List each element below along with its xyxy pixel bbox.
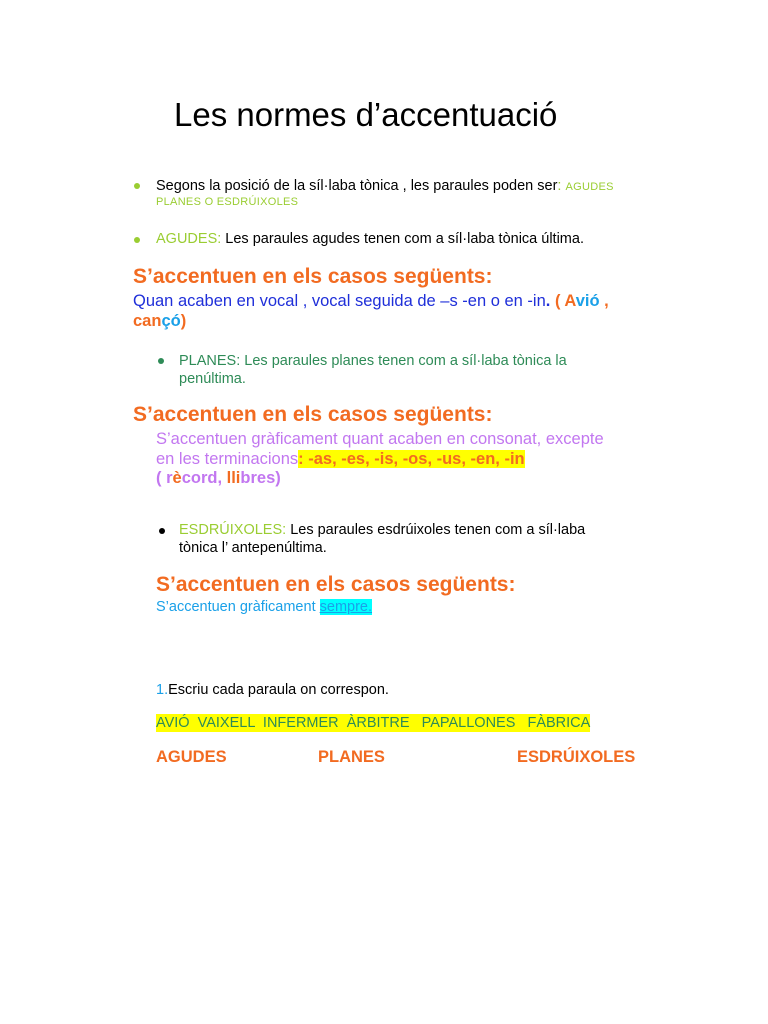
planes-rule-line2 [156, 449, 525, 469]
agudes-rule [133, 291, 609, 311]
column-header-planes: PLANES [318, 748, 385, 766]
exercise-instruction: Escriu cada paraula on correspon. [168, 682, 389, 698]
bullet-dot [134, 237, 140, 243]
agudes-example-close: ) [180, 312, 187, 330]
planes-line1 [179, 352, 567, 370]
planes-text-line2: penúltima. [179, 371, 246, 387]
exercise-number: 1. [156, 682, 169, 698]
esdruixoles-label: ESDRÚIXOLES: [179, 522, 287, 538]
agudes-label: AGUDES: [156, 231, 222, 247]
planes-example-e: è [172, 469, 182, 487]
esdruixoles-line1 [179, 521, 585, 539]
planes-rule-text: en les terminacions [156, 450, 299, 468]
esdruixoles-text-line2: tònica l’ antepenúltima. [179, 540, 327, 556]
intro-tag-line2: PLANES O ESDRÚIXOLES [156, 196, 299, 208]
planes-example-bres: bres) [240, 469, 281, 487]
agudes-rule-dot: . [545, 292, 551, 310]
column-header-esdruixoles: ESDRÚIXOLES [517, 748, 636, 766]
intro-colon: : [557, 178, 562, 194]
bullet-dot [159, 528, 165, 534]
esdruixoles-heading: S’accentuen en els casos següents: [156, 573, 516, 596]
agudes-example-can: can [133, 312, 162, 330]
intro-line [156, 177, 614, 196]
planes-example-open: ( r [156, 469, 173, 487]
page-title: Les normes d’accentuació [174, 96, 558, 133]
planes-heading: S’accentuen en els casos següents: [133, 403, 493, 426]
exercise-word-list: AVIÓ VAIXELL INFERMER ÀRBITRE PAPALLONES FÀBRICA [156, 715, 591, 731]
planes-rule-line1: S’accentuen gràficament quant acaben en consonat, excepte [156, 430, 604, 448]
planes-text: Les paraules planes tenen com a síl·laba tònica la [244, 353, 567, 369]
agudes-example-co: çó [161, 312, 181, 330]
agudes-example-open: ( A [554, 292, 576, 310]
esdruixoles-rule-highlight: sempre. [319, 599, 373, 615]
agudes-example-vio: vió [575, 292, 600, 310]
agudes-rule-text: Quan acaben en vocal , vocal seguida de –s -en o en -in [133, 292, 546, 310]
esdruixoles-text: Les paraules esdrúixoles tenen com a síl·laba [290, 522, 586, 538]
agudes-example-comma: , [599, 292, 609, 310]
intro-text: Segons la posició de la síl·laba tònica , les paraules poden ser [156, 178, 558, 194]
esdruixoles-rule [156, 598, 372, 616]
column-header-agudes: AGUDES [156, 748, 227, 766]
bullet-dot [158, 358, 164, 364]
bullet-dot [134, 183, 140, 189]
intro-tag-line1: AGUDES [565, 181, 614, 193]
planes-example-lli: lli [226, 469, 241, 487]
planes-example-cord: cord, [181, 469, 227, 487]
exercise-instruction-line [156, 681, 389, 699]
esdruixoles-rule-text: S’accentuen gràficament [156, 599, 316, 615]
planes-terminations: : -as, -es, -is, -os, -us, -en, -in [298, 450, 525, 468]
agudes-heading: S’accentuen en els casos següents: [133, 265, 493, 288]
planes-examples [156, 468, 281, 488]
agudes-text: Les paraules agudes tenen com a síl·laba tònica última. [225, 231, 584, 247]
planes-label: PLANES: [179, 353, 241, 369]
agudes-example-line2 [133, 311, 186, 331]
agudes-line [156, 230, 584, 248]
